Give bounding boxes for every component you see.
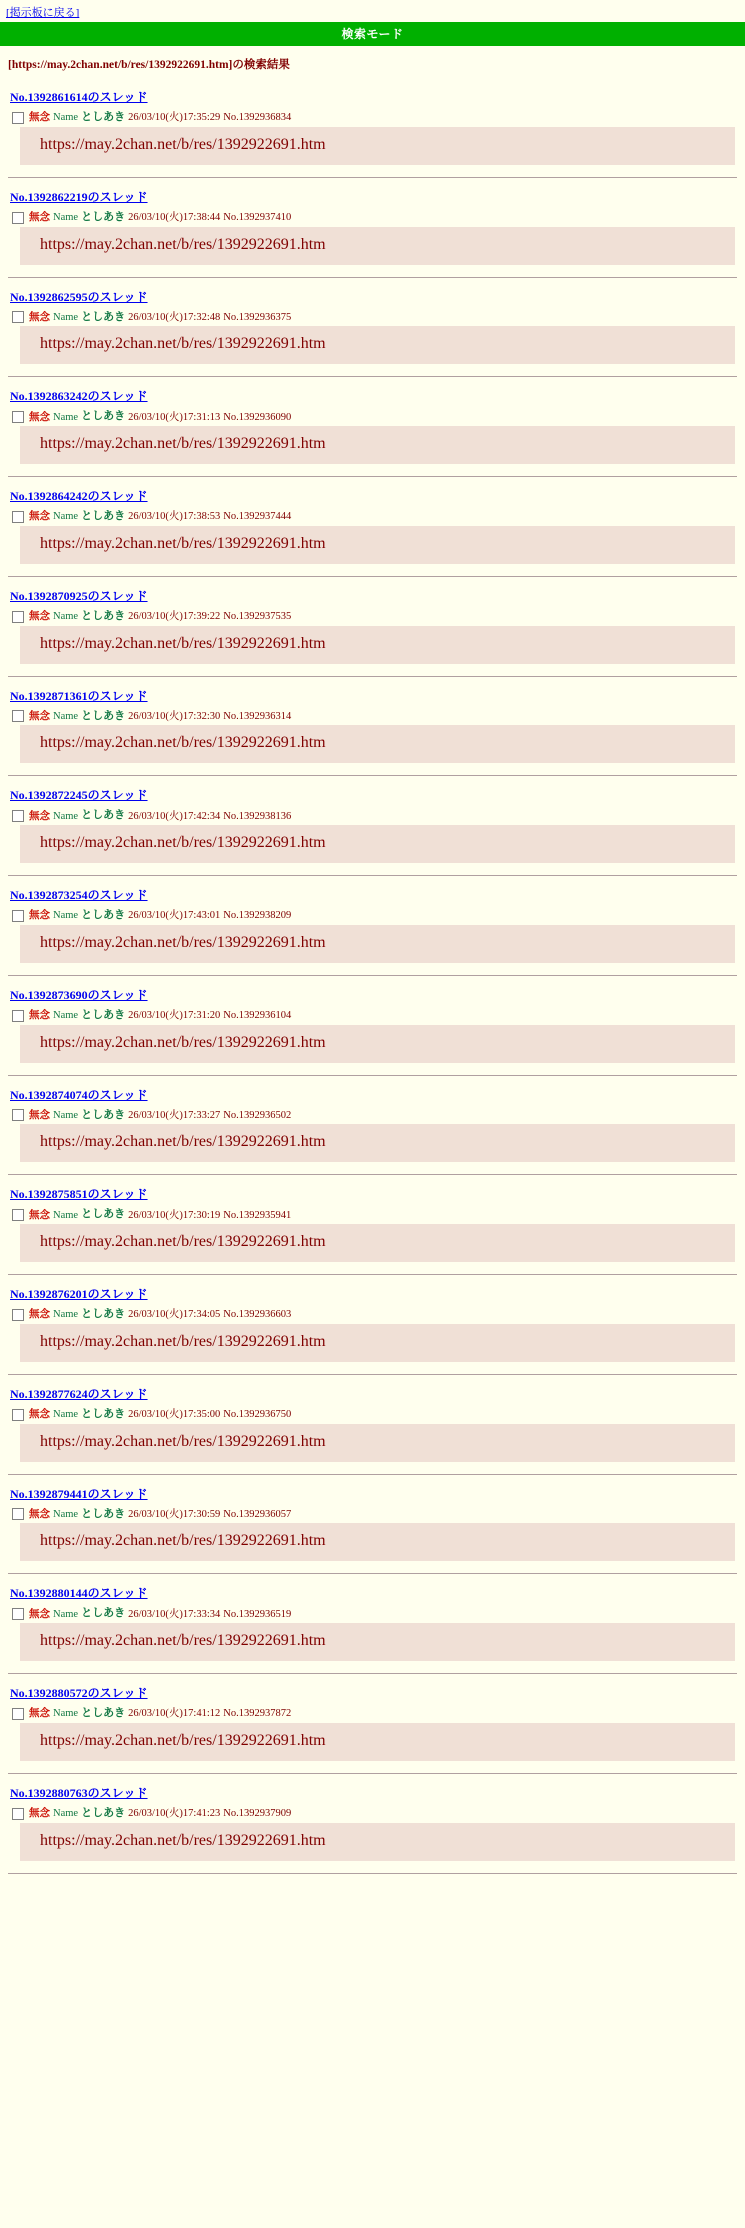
post-select-checkbox[interactable] bbox=[12, 212, 24, 224]
thread-title-link[interactable]: No.1392880144のスレッド bbox=[10, 1586, 148, 1601]
post-row bbox=[8, 1406, 737, 1468]
post-header bbox=[10, 1707, 735, 1721]
thread-title bbox=[8, 1674, 737, 1705]
post-author-name: としあき bbox=[81, 310, 126, 323]
thread-separator bbox=[8, 1873, 737, 1874]
post-name-label: Name bbox=[53, 611, 79, 623]
post-body bbox=[20, 127, 735, 165]
thread-block bbox=[0, 1375, 745, 1475]
post-select-checkbox[interactable] bbox=[12, 810, 24, 822]
thread-block bbox=[0, 1076, 745, 1176]
post-select-checkbox[interactable] bbox=[12, 611, 24, 623]
post-author-name: としあき bbox=[81, 410, 126, 423]
post-timestamp: 26/03/10(火)17:41:12 bbox=[128, 1708, 221, 1720]
post-name-label: Name bbox=[53, 1508, 79, 1520]
post-number[interactable]: No.1392936090 bbox=[223, 411, 292, 423]
post-select-checkbox[interactable] bbox=[12, 511, 24, 523]
post-name-label: Name bbox=[53, 1808, 79, 1820]
post-subject: 無念 bbox=[29, 1010, 50, 1022]
post-select-checkbox[interactable] bbox=[12, 1708, 24, 1720]
post-subject: 無念 bbox=[29, 1808, 50, 1820]
post-row bbox=[8, 508, 737, 570]
post-body bbox=[20, 626, 735, 664]
post-timestamp: 26/03/10(火)17:30:19 bbox=[128, 1209, 221, 1221]
post-select-checkbox[interactable] bbox=[12, 311, 24, 323]
thread-title bbox=[8, 1275, 737, 1306]
thread-title-link[interactable]: No.1392864242のスレッド bbox=[10, 489, 148, 503]
post-timestamp: 26/03/10(火)17:35:29 bbox=[128, 112, 221, 124]
post-body bbox=[20, 925, 735, 963]
post-body-url: https://may.2chan.net/b/res/1392922691.htm bbox=[40, 933, 326, 951]
thread-title bbox=[8, 876, 737, 907]
thread-list bbox=[0, 78, 745, 1874]
post-body bbox=[20, 1324, 735, 1362]
post-subject: 無念 bbox=[29, 1708, 50, 1720]
post-subject: 無念 bbox=[29, 611, 50, 623]
post-author-name: としあき bbox=[81, 1108, 126, 1121]
post-row bbox=[8, 907, 737, 969]
post-subject: 無念 bbox=[29, 112, 50, 124]
post-body-url: https://may.2chan.net/b/res/1392922691.htm bbox=[40, 1731, 326, 1749]
post-timestamp: 26/03/10(火)17:41:23 bbox=[128, 1808, 221, 1820]
thread-block bbox=[0, 1574, 745, 1674]
post-author-name: としあき bbox=[81, 1507, 126, 1520]
post-select-checkbox[interactable] bbox=[12, 710, 24, 722]
thread-title-link[interactable]: No.1392873690のスレッド bbox=[10, 987, 148, 1002]
post-body bbox=[20, 1424, 735, 1462]
post-row bbox=[8, 1306, 737, 1368]
post-author-name: としあき bbox=[81, 1008, 126, 1021]
post-header bbox=[10, 211, 735, 225]
post-timestamp: 26/03/10(火)17:35:00 bbox=[128, 1409, 221, 1421]
post-header bbox=[10, 111, 735, 125]
post-body-url: https://may.2chan.net/b/res/1392922691.htm bbox=[40, 1831, 326, 1849]
post-body bbox=[20, 326, 735, 364]
post-timestamp: 26/03/10(火)17:39:22 bbox=[128, 611, 221, 623]
post-header bbox=[10, 1009, 735, 1023]
post-number[interactable]: No.1392937535 bbox=[223, 611, 292, 623]
post-row bbox=[8, 309, 737, 371]
post-subject: 無念 bbox=[29, 910, 50, 922]
post-subject: 無念 bbox=[29, 1209, 50, 1221]
post-timestamp: 26/03/10(火)17:34:05 bbox=[128, 1309, 221, 1321]
thread-block bbox=[0, 278, 745, 378]
post-header bbox=[10, 1109, 735, 1123]
thread-title-link[interactable]: No.1392861614のスレッド bbox=[10, 90, 148, 104]
post-subject: 無念 bbox=[29, 1608, 50, 1620]
post-name-label: Name bbox=[53, 1409, 79, 1421]
post-number[interactable]: No.1392936375 bbox=[223, 311, 292, 323]
post-number[interactable]: No.1392935941 bbox=[223, 1209, 292, 1221]
post-header bbox=[10, 1208, 735, 1222]
post-timestamp: 26/03/10(火)17:33:27 bbox=[128, 1109, 221, 1121]
thread-title-link[interactable]: No.1392871361のスレッド bbox=[10, 688, 148, 703]
post-number[interactable]: No.1392937872 bbox=[223, 1708, 292, 1720]
post-subject: 無念 bbox=[29, 710, 50, 722]
post-body-url: https://may.2chan.net/b/res/1392922691.htm bbox=[40, 1432, 326, 1450]
post-subject: 無念 bbox=[29, 1508, 50, 1520]
thread-block bbox=[0, 1475, 745, 1575]
post-name-label: Name bbox=[53, 112, 79, 124]
post-header bbox=[10, 1308, 735, 1322]
post-subject: 無念 bbox=[29, 311, 50, 323]
thread-block bbox=[0, 876, 745, 976]
post-name-label: Name bbox=[53, 311, 79, 323]
post-name-label: Name bbox=[53, 1209, 79, 1221]
thread-title-link[interactable]: No.1392880763のスレッド bbox=[10, 1785, 148, 1800]
post-row bbox=[8, 1605, 737, 1667]
post-number[interactable]: No.1392936519 bbox=[223, 1608, 292, 1620]
post-body bbox=[20, 1723, 735, 1761]
post-name-label: Name bbox=[53, 1608, 79, 1620]
post-name-label: Name bbox=[53, 1109, 79, 1121]
post-number[interactable]: No.1392936603 bbox=[223, 1309, 292, 1321]
post-subject: 無念 bbox=[29, 810, 50, 822]
post-name-label: Name bbox=[53, 411, 79, 423]
thread-block bbox=[0, 178, 745, 278]
post-header bbox=[10, 610, 735, 624]
thread-title-link[interactable]: No.1392863242のスレッド bbox=[10, 389, 148, 404]
post-body-url: https://may.2chan.net/b/res/1392922691.htm bbox=[40, 1332, 326, 1350]
post-body-url: https://may.2chan.net/b/res/1392922691.htm bbox=[40, 1233, 326, 1250]
post-header bbox=[10, 410, 735, 424]
thread-title bbox=[8, 1475, 737, 1506]
post-row bbox=[8, 708, 737, 770]
thread-block bbox=[0, 477, 745, 577]
post-body bbox=[20, 227, 735, 265]
post-body-url: https://may.2chan.net/b/res/1392922691.htm bbox=[40, 1033, 326, 1051]
thread-title bbox=[8, 776, 737, 807]
post-select-checkbox[interactable] bbox=[12, 910, 24, 922]
thread-title bbox=[8, 577, 737, 608]
post-author-name: としあき bbox=[81, 1607, 126, 1620]
thread-title-link[interactable]: No.1392870925のスレッド bbox=[10, 588, 148, 603]
post-author-name: としあき bbox=[81, 1806, 126, 1819]
post-body-url: https://may.2chan.net/b/res/1392922691.htm bbox=[40, 534, 326, 552]
post-select-checkbox[interactable] bbox=[12, 1109, 24, 1121]
thread-title bbox=[8, 677, 737, 708]
post-body-url: https://may.2chan.net/b/res/1392922691.htm bbox=[40, 335, 326, 353]
thread-title bbox=[8, 1574, 737, 1605]
post-select-checkbox[interactable] bbox=[12, 1309, 24, 1321]
thread-title-link[interactable]: No.1392876201のスレッド bbox=[10, 1287, 148, 1301]
thread-block bbox=[0, 1275, 745, 1375]
post-body bbox=[20, 1523, 735, 1561]
post-row bbox=[8, 109, 737, 171]
post-select-checkbox[interactable] bbox=[12, 1608, 24, 1620]
post-timestamp: 26/03/10(火)17:30:59 bbox=[128, 1508, 221, 1520]
post-number[interactable]: No.1392936057 bbox=[223, 1508, 292, 1520]
thread-block bbox=[0, 1674, 745, 1774]
post-author-name: としあき bbox=[81, 111, 126, 123]
thread-block bbox=[0, 1774, 745, 1874]
post-body-url: https://may.2chan.net/b/res/1392922691.htm bbox=[40, 1632, 326, 1649]
post-author-name: としあき bbox=[81, 510, 126, 522]
post-name-label: Name bbox=[53, 810, 79, 822]
post-number[interactable]: No.1392936750 bbox=[223, 1409, 292, 1421]
back-link-row bbox=[0, 0, 745, 22]
post-author-name: としあき bbox=[81, 609, 126, 622]
post-body-url: https://may.2chan.net/b/res/1392922691.htm bbox=[40, 235, 326, 253]
post-select-checkbox[interactable] bbox=[12, 1010, 24, 1022]
thread-block bbox=[0, 577, 745, 677]
post-select-checkbox[interactable] bbox=[12, 411, 24, 423]
thread-title-link[interactable]: No.1392873254のスレッド bbox=[10, 888, 148, 902]
post-select-checkbox[interactable] bbox=[12, 1508, 24, 1520]
post-body-url: https://may.2chan.net/b/res/1392922691.htm bbox=[40, 435, 326, 452]
post-body-url: https://may.2chan.net/b/res/1392922691.htm bbox=[40, 135, 326, 153]
post-body-url: https://may.2chan.net/b/res/1392922691.htm bbox=[40, 734, 326, 752]
post-row bbox=[8, 209, 737, 271]
search-result-summary: [https://may.2chan.net/b/res/1392922691.htm]の検索結果 bbox=[8, 59, 290, 71]
post-body bbox=[20, 1823, 735, 1861]
post-row bbox=[8, 1007, 737, 1069]
post-body bbox=[20, 426, 735, 464]
post-header bbox=[10, 1807, 735, 1821]
post-subject: 無念 bbox=[29, 511, 50, 523]
post-author-name: としあき bbox=[81, 809, 126, 822]
post-number[interactable]: No.1392936104 bbox=[223, 1010, 292, 1022]
post-header bbox=[10, 510, 735, 524]
post-body bbox=[20, 1025, 735, 1063]
post-row bbox=[8, 1805, 737, 1867]
thread-title bbox=[8, 477, 737, 508]
post-select-checkbox[interactable] bbox=[12, 1209, 24, 1221]
post-body bbox=[20, 1224, 735, 1262]
post-timestamp: 26/03/10(火)17:38:53 bbox=[128, 511, 221, 523]
post-body-url: https://may.2chan.net/b/res/1392922691.htm bbox=[40, 1532, 326, 1550]
thread-title-link[interactable]: No.1392872245のスレッド bbox=[10, 788, 148, 803]
post-body bbox=[20, 1124, 735, 1162]
post-header bbox=[10, 710, 735, 724]
post-body bbox=[20, 1623, 735, 1661]
post-subject: 無念 bbox=[29, 212, 50, 224]
post-number[interactable]: No.1392936502 bbox=[223, 1109, 292, 1121]
thread-block bbox=[0, 78, 745, 178]
post-author-name: としあき bbox=[81, 210, 126, 223]
thread-title bbox=[8, 976, 737, 1007]
post-body bbox=[20, 725, 735, 763]
post-header bbox=[10, 909, 735, 923]
post-name-label: Name bbox=[53, 212, 79, 224]
post-timestamp: 26/03/10(火)17:43:01 bbox=[128, 910, 221, 922]
post-row bbox=[8, 608, 737, 670]
thread-title bbox=[8, 1774, 737, 1805]
back-to-board-link[interactable]: [掲示板に戻る] bbox=[6, 7, 80, 19]
thread-title-link[interactable]: No.1392874074のスレッド bbox=[10, 1087, 148, 1102]
post-name-label: Name bbox=[53, 1010, 79, 1022]
thread-title bbox=[8, 278, 737, 309]
thread-block bbox=[0, 976, 745, 1076]
post-number[interactable]: No.1392937909 bbox=[223, 1808, 292, 1820]
post-author-name: としあき bbox=[81, 909, 126, 921]
post-number[interactable]: No.1392938136 bbox=[223, 810, 292, 822]
post-author-name: としあき bbox=[81, 1308, 126, 1320]
thread-title-link[interactable]: No.1392875851のスレッド bbox=[10, 1187, 148, 1202]
post-number[interactable]: No.1392936314 bbox=[223, 710, 292, 722]
post-name-label: Name bbox=[53, 1708, 79, 1720]
thread-block bbox=[0, 1175, 745, 1275]
post-timestamp: 26/03/10(火)17:42:34 bbox=[128, 810, 221, 822]
thread-title bbox=[8, 1175, 737, 1206]
thread-title-link[interactable]: No.1392862595のスレッド bbox=[10, 289, 148, 304]
post-row bbox=[8, 1506, 737, 1568]
post-body bbox=[20, 526, 735, 564]
post-header bbox=[10, 1607, 735, 1621]
post-timestamp: 26/03/10(火)17:32:30 bbox=[128, 710, 221, 722]
thread-block bbox=[0, 776, 745, 876]
post-select-checkbox[interactable] bbox=[12, 112, 24, 124]
thread-title-link[interactable]: No.1392880572のスレッド bbox=[10, 1686, 148, 1700]
post-select-checkbox[interactable] bbox=[12, 1808, 24, 1820]
post-header bbox=[10, 809, 735, 823]
post-row bbox=[8, 1107, 737, 1169]
thread-title-link[interactable]: No.1392879441のスレッド bbox=[10, 1486, 148, 1501]
post-row bbox=[8, 1206, 737, 1268]
post-body-url: https://may.2chan.net/b/res/1392922691.htm bbox=[40, 834, 326, 851]
post-header bbox=[10, 1508, 735, 1522]
post-timestamp: 26/03/10(火)17:31:20 bbox=[128, 1010, 221, 1022]
post-row bbox=[8, 807, 737, 869]
post-timestamp: 26/03/10(火)17:31:13 bbox=[128, 411, 221, 423]
post-subject: 無念 bbox=[29, 1309, 50, 1321]
post-author-name: としあき bbox=[81, 709, 126, 722]
post-number[interactable]: No.1392937410 bbox=[223, 212, 292, 224]
post-body-url: https://may.2chan.net/b/res/1392922691.htm bbox=[40, 1133, 326, 1151]
post-author-name: としあき bbox=[81, 1407, 126, 1420]
thread-block bbox=[0, 377, 745, 477]
post-header bbox=[10, 1408, 735, 1422]
thread-block bbox=[0, 677, 745, 777]
post-timestamp: 26/03/10(火)17:33:34 bbox=[128, 1608, 221, 1620]
thread-title bbox=[8, 78, 737, 109]
post-row bbox=[8, 408, 737, 470]
post-timestamp: 26/03/10(火)17:38:44 bbox=[128, 212, 221, 224]
post-body bbox=[20, 825, 735, 863]
thread-title bbox=[8, 1375, 737, 1406]
thread-title-link[interactable]: No.1392877624のスレッド bbox=[10, 1386, 148, 1401]
post-name-label: Name bbox=[53, 910, 79, 922]
post-select-checkbox[interactable] bbox=[12, 1409, 24, 1421]
post-header bbox=[10, 311, 735, 325]
thread-title-link[interactable]: No.1392862219のスレッド bbox=[10, 189, 148, 204]
thread-title bbox=[8, 1076, 737, 1107]
thread-title bbox=[8, 178, 737, 209]
post-subject: 無念 bbox=[29, 1109, 50, 1121]
post-number[interactable]: No.1392936834 bbox=[223, 112, 292, 124]
post-name-label: Name bbox=[53, 1309, 79, 1321]
post-timestamp: 26/03/10(火)17:32:48 bbox=[128, 311, 221, 323]
post-author-name: としあき bbox=[81, 1208, 126, 1221]
post-body-url: https://may.2chan.net/b/res/1392922691.htm bbox=[40, 634, 326, 652]
post-name-label: Name bbox=[53, 710, 79, 722]
search-mode-banner: 検索モード bbox=[0, 22, 745, 46]
post-number[interactable]: No.1392938209 bbox=[223, 910, 292, 922]
post-row bbox=[8, 1705, 737, 1767]
post-number[interactable]: No.1392937444 bbox=[223, 511, 292, 523]
post-name-label: Name bbox=[53, 511, 79, 523]
post-subject: 無念 bbox=[29, 1409, 50, 1421]
post-subject: 無念 bbox=[29, 411, 50, 423]
post-author-name: としあき bbox=[81, 1707, 126, 1719]
thread-title bbox=[8, 377, 737, 408]
